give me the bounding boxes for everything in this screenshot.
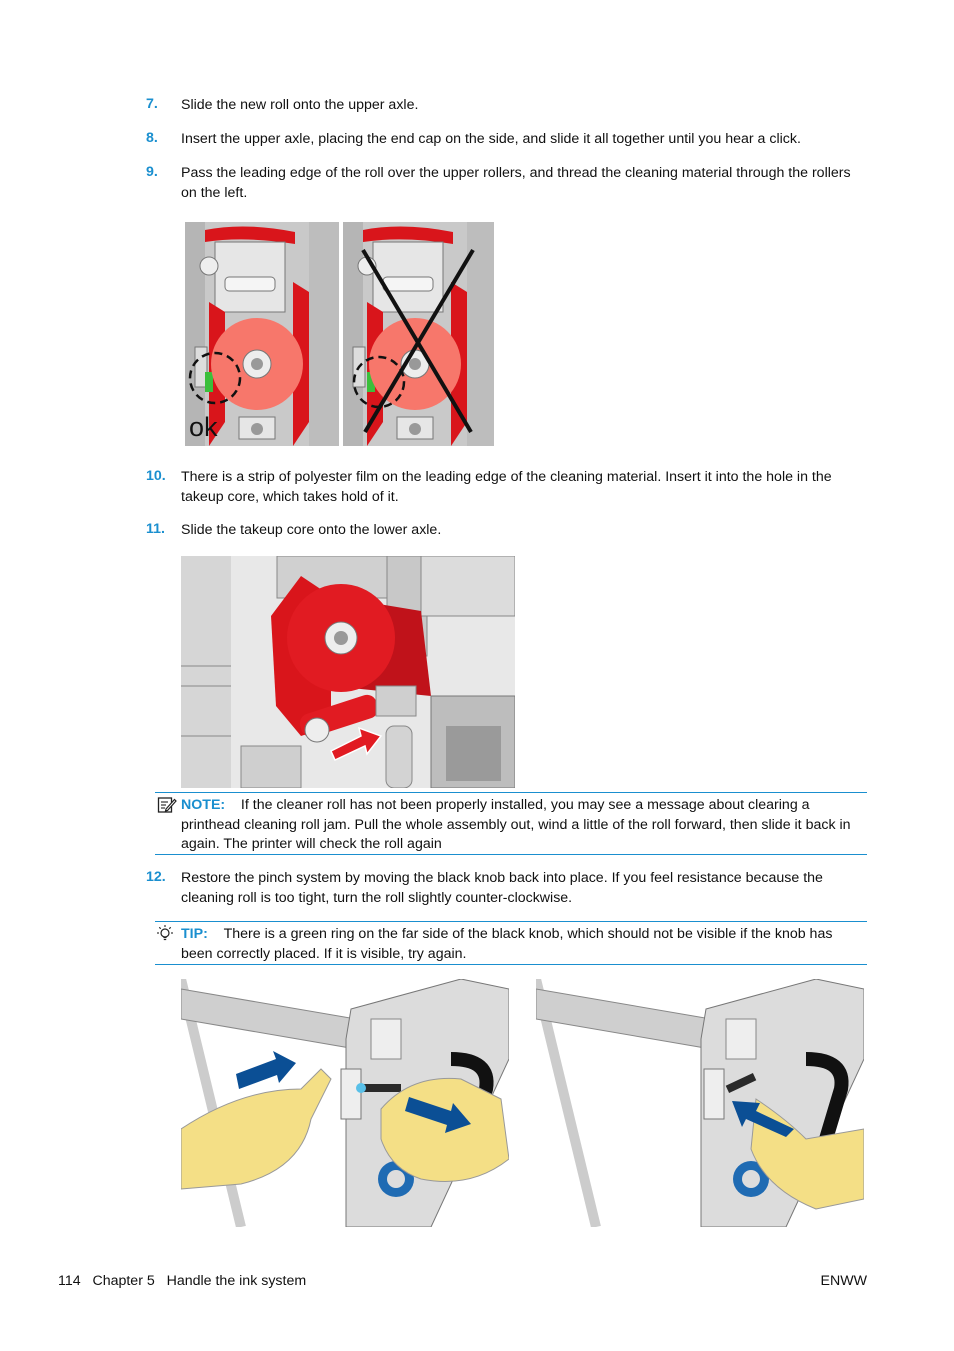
- step-7-number: 7.: [146, 96, 158, 112]
- figure-pinch-knob-rotate: [536, 979, 864, 1227]
- step-9-text: Pass the leading edge of the roll over the upper rollers, and thread the cleaning material through the rollers on the left.: [181, 165, 851, 201]
- note-text: If the cleaner roll has not been properly installed, you may see a message about clearing a printhead cleaning roll jam. Pull the whole assembly out, wind a little of the roll forward, then slide it back in again. The printer will check the roll again: [181, 797, 851, 852]
- step-11-text: Slide the takeup core onto the lower axle.: [181, 522, 442, 538]
- step-12-text: Restore the pinch system by moving the black knob back into place. If you feel resistance because the cleaning roll is too tight, turn the roll slightly counter-clockwise.: [181, 870, 823, 906]
- footer-section: Handle the ink system: [166, 1273, 307, 1289]
- step-8-text: Insert the upper axle, placing the end cap on the side, and slide it all together until you hear a click.: [181, 131, 801, 147]
- tip-callout: [181, 925, 867, 964]
- step-8-number: 8.: [146, 130, 158, 146]
- figure-threading-incorrect: [343, 222, 494, 446]
- page-number: 114: [58, 1273, 81, 1289]
- step-10-text: There is a strip of polyester film on the leading edge of the cleaning material. Insert it into the hole in the takeup core, which takes hold of it.: [181, 469, 832, 505]
- note-pencil-icon: [157, 795, 177, 815]
- footer-chapter: Chapter 5: [92, 1273, 155, 1289]
- lightbulb-icon: [155, 924, 175, 944]
- tip-text: There is a green ring on the far side of the black knob, which should not be visible if the knob has been correctly placed. If it is visible, try again.: [181, 926, 833, 962]
- step-7-text: Slide the new roll onto the upper axle.: [181, 97, 419, 113]
- tip-label: TIP:: [181, 926, 208, 942]
- figure-takeup-core: [181, 556, 515, 788]
- ok-label: ok: [189, 412, 218, 442]
- note-label: NOTE:: [181, 797, 226, 813]
- step-9-number: 9.: [146, 164, 158, 180]
- step-10-number: 10.: [146, 468, 166, 484]
- tip-top-rule: [155, 921, 867, 922]
- note-top-rule: [155, 792, 867, 793]
- tip-bottom-rule: [155, 964, 867, 965]
- figure-pinch-knob-push: [181, 979, 509, 1227]
- note-bottom-rule: [155, 854, 867, 855]
- footer-doc-code: ENWW: [820, 1273, 867, 1289]
- note-callout: [181, 796, 867, 855]
- step-11-number: 11.: [146, 521, 165, 537]
- footer-left: [58, 1273, 306, 1289]
- step-12-number: 12.: [146, 869, 166, 885]
- figure-threading-correct: [185, 222, 339, 446]
